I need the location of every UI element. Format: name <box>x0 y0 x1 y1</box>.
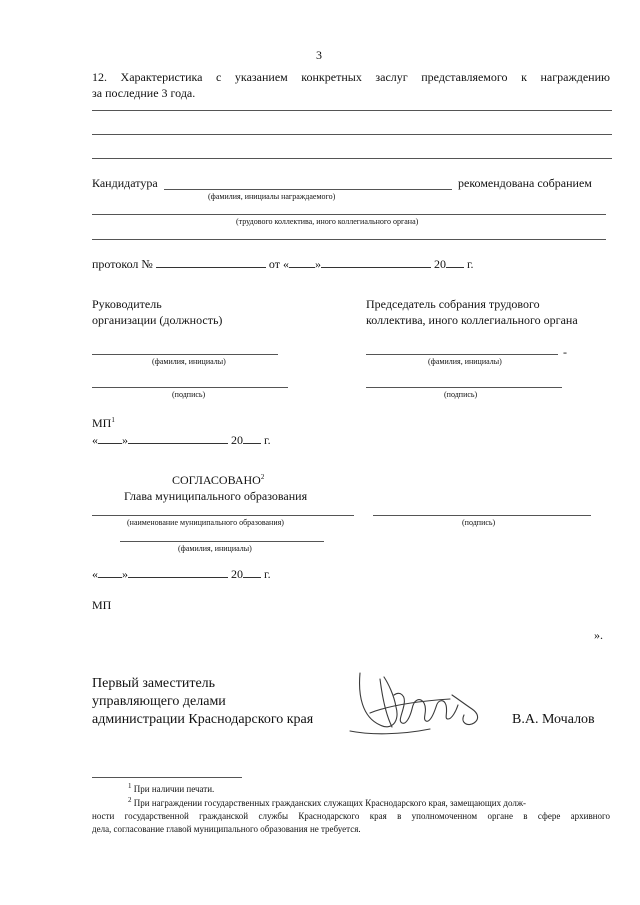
footnote-separator <box>92 777 242 778</box>
footnote-2-line2: ности государственной гражданской службы Краснодарского края в уполномоченном органе в сфере архивного <box>92 811 610 821</box>
footnote-1 <box>128 783 214 795</box>
mp1-date-row <box>92 432 271 448</box>
agreed-hint-municipality: (наименование муниципального образования) <box>127 518 284 527</box>
protocol-label: протокол № <box>92 257 153 271</box>
item12-line2: за последние 3 года. <box>92 86 196 100</box>
agreed-title <box>172 473 264 488</box>
mp1-month-blank <box>128 432 228 444</box>
protocol-number-blank <box>156 256 266 268</box>
chair-line2: коллектива, иного коллегиального органа <box>366 313 578 327</box>
protocol-row <box>92 256 474 272</box>
chair-dash: - <box>563 345 567 359</box>
protocol-year-blank <box>446 256 464 268</box>
protocol-month-blank <box>321 256 431 268</box>
agreed-name-line <box>120 541 324 542</box>
mp1-text: МП <box>92 416 112 430</box>
mp1-date-close: » <box>122 433 128 447</box>
candidacy-recommended: рекомендована собранием <box>458 176 592 190</box>
head-line2: организации (должность) <box>92 313 223 327</box>
signatory-line3: администрации Краснодарского края <box>92 712 314 727</box>
protocol-year-prefix: 20 <box>433 257 446 271</box>
date2-row <box>92 566 271 582</box>
date2-open: « <box>92 567 98 581</box>
blank-line-2 <box>92 134 612 135</box>
chair-hint-name: (фамилия, инициалы) <box>428 357 502 366</box>
footnote-2-line3: дела, согласование главой муниципального образования не требуется. <box>92 824 361 834</box>
footnote-ref-2: 2 <box>260 473 265 481</box>
footnote-2-text1: При награждении государственных гражданских служащих Краснодарского края, замещающих долж- <box>133 798 527 808</box>
candidacy-name-line <box>164 189 452 190</box>
collective-line <box>92 214 606 215</box>
head-hint-name: (фамилия, инициалы) <box>152 357 226 366</box>
handwritten-signature <box>340 665 500 743</box>
agreed-hint-name: (фамилия, инициалы) <box>178 544 252 553</box>
agreed-hint-sign: (подпись) <box>462 518 496 527</box>
mp1-year-suffix: г. <box>264 433 271 447</box>
signatory-line1: Первый заместитель <box>92 676 216 691</box>
blank-line-3 <box>92 158 612 159</box>
candidacy-hint-collective: (трудового коллектива, иного коллегиального органа) <box>236 217 419 226</box>
mp1-year-blank <box>243 432 261 444</box>
blank-line-1 <box>92 110 612 111</box>
footnote-1-mark: 1 <box>128 782 132 790</box>
date2-day-blank <box>98 566 122 578</box>
protocol-from: от « <box>268 257 289 271</box>
protocol-year-suffix: г. <box>466 257 474 271</box>
mp2-label: МП <box>92 598 112 612</box>
agreed-title-text: СОГЛАСОВАНО <box>172 473 261 487</box>
mp1-label <box>92 416 115 431</box>
head-sign-line <box>92 387 288 388</box>
mp1-year-prefix: 20 <box>231 433 243 447</box>
collective-line-2 <box>92 239 606 240</box>
chair-hint-sign: (подпись) <box>444 390 478 399</box>
candidacy-label: Кандидатура <box>92 176 158 190</box>
footnote-2-line1 <box>128 797 526 809</box>
agreed-subtitle: Глава муниципального образования <box>124 489 308 503</box>
footnote-2-mark: 2 <box>128 796 132 804</box>
head-name-line <box>92 354 278 355</box>
date2-close: » <box>122 567 128 581</box>
protocol-day-blank <box>289 256 315 268</box>
mp1-day-blank <box>98 432 122 444</box>
footnote-1-text: При наличии печати. <box>133 784 215 794</box>
protocol-quote-close: » <box>314 257 321 271</box>
page-number: 3 <box>316 48 322 62</box>
candidacy-hint-name: (фамилия, инициалы награждаемого) <box>208 192 336 201</box>
head-hint-sign: (подпись) <box>172 390 206 399</box>
date2-year-blank <box>243 566 261 578</box>
chair-line1: Председатель собрания трудового <box>366 297 540 311</box>
item12-line1: 12. Характеристика с указанием конкретных заслуг представляемого к награждению <box>92 70 610 84</box>
mp1-date-open: « <box>92 433 98 447</box>
municipality-line <box>92 515 354 516</box>
chair-sign-line <box>366 387 562 388</box>
date2-month-blank <box>128 566 228 578</box>
date2-year-suffix: г. <box>264 567 271 581</box>
head-line1: Руководитель <box>92 297 162 311</box>
chair-name-line <box>366 354 558 355</box>
agreed-sign-line <box>373 515 591 516</box>
date2-year-prefix: 20 <box>231 567 243 581</box>
signatory-name: В.А. Мочалов <box>512 712 595 727</box>
signatory-line2: управляющего делами <box>92 694 226 709</box>
closing-quote: ». <box>594 628 603 642</box>
footnote-ref-1: 1 <box>111 416 115 424</box>
